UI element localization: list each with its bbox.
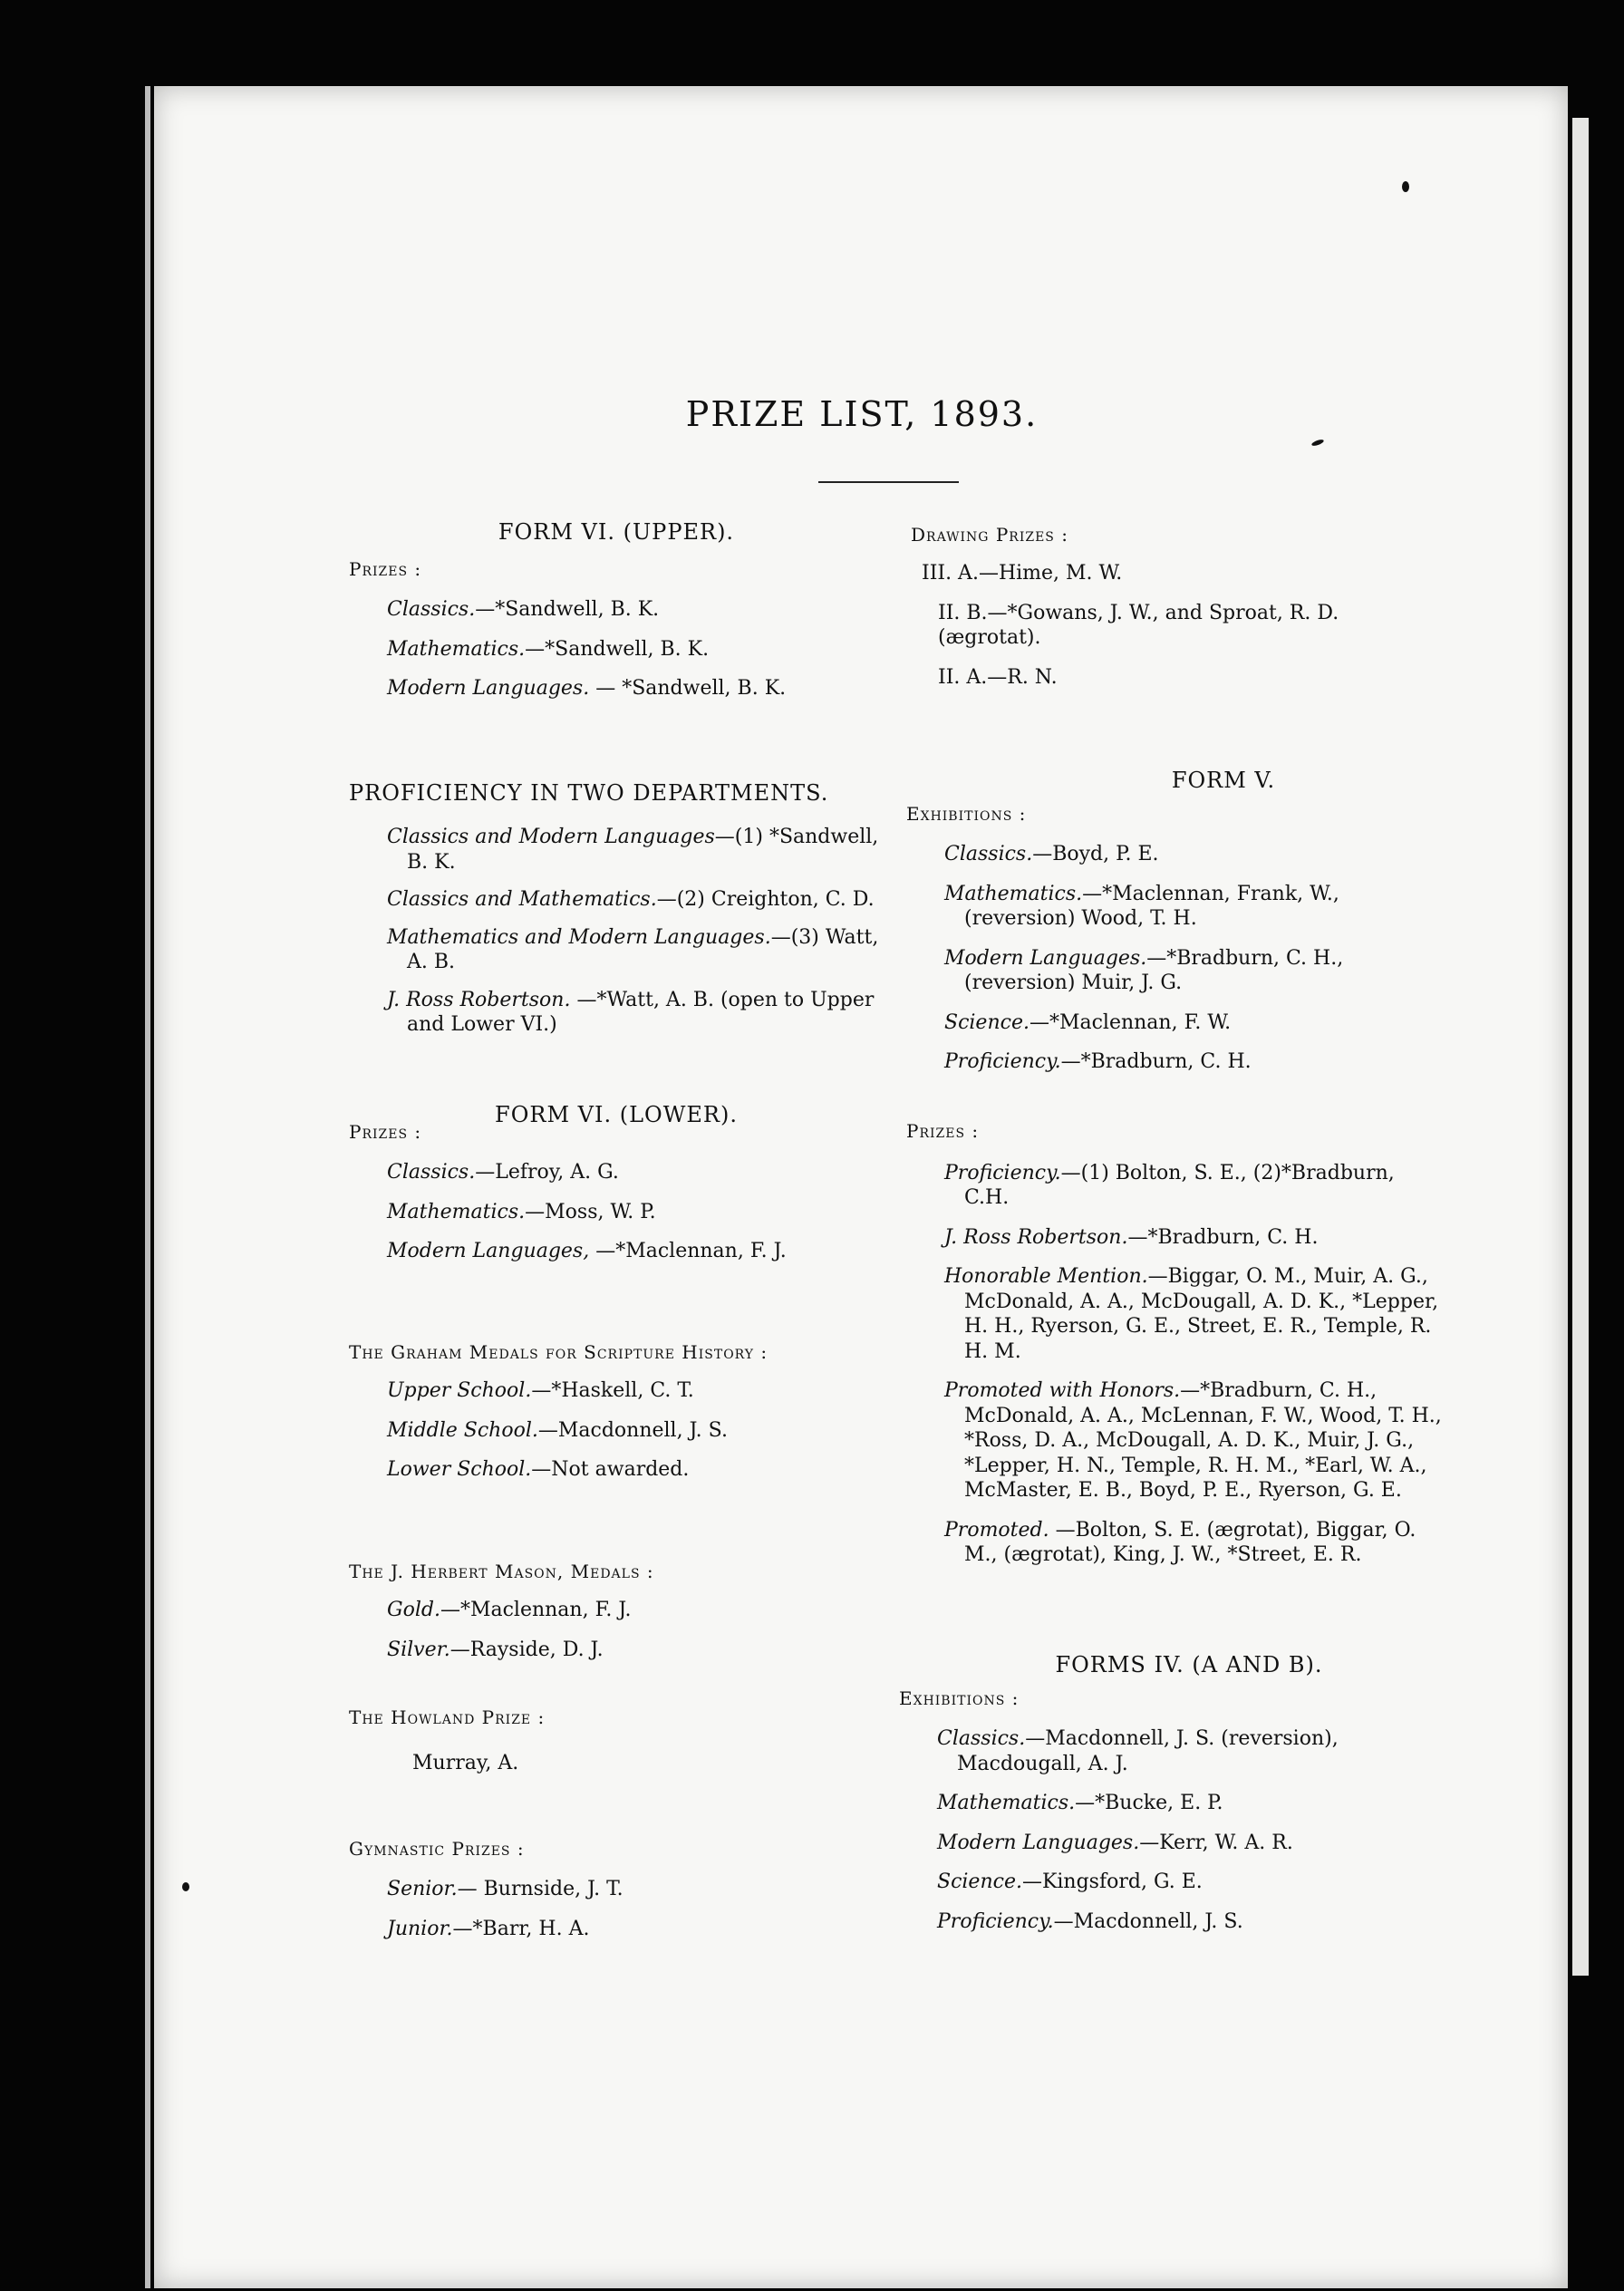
ink-speck (182, 1882, 189, 1891)
graham-medals-section (349, 1341, 884, 1483)
list-item: Mathematics.—*Maclennan, Frank, W., (reversion) Wood, T. H. (944, 882, 1339, 930)
list-item: Promoted with Honors.—*Bradburn, C. H., McDonald, A. A., McLennan, F. W., Wood, T. H., *Ross, D. A., McDougall, A. D. K., Muir, J. G., *Lepper, H. N., Temple, R. H. M., *Earl, W. A., McMaster, E. B., Boyd, P. E., Ryerson, G. E. (944, 1379, 1442, 1502)
prizes-label: Prizes : (906, 1119, 980, 1142)
list-item: Junior.—*Barr, H. A. (387, 1917, 590, 1940)
list-item: Honorable Mention.—Biggar, O. M., Muir, A. G., McDonald, A. A., McDougall, A. D. K., *Lepper, H. H., Ryerson, G. E., Street, E. R., Temple, R. H. M. (944, 1265, 1439, 1363)
form-vi-lower-section (349, 1101, 884, 1264)
title-rule (818, 481, 959, 483)
list-item: Modern Languages, —*Maclennan, F. J. (387, 1240, 787, 1262)
list-item: III. A.—Hime, M. W. (922, 562, 1123, 585)
section-heading: The Graham Medals for Scripture History : (349, 1341, 768, 1363)
section-heading: FORM VI. (LOWER). (495, 1102, 738, 1127)
proficiency-two-section (349, 779, 884, 1038)
list-item: Upper School.—*Haskell, C. T. (387, 1379, 694, 1402)
section-heading: PROFICIENCY IN TWO DEPARTMENTS. (349, 780, 829, 806)
list-item: Mathematics.—*Sandwell, B. K. (387, 637, 710, 661)
list-item: Proficiency.—(1) Bolton, S. E., (2)*Bradburn, C.H. (944, 1161, 1395, 1209)
list-item: Proficiency.—*Bradburn, C. H. (944, 1050, 1252, 1073)
list-item: Classics.—Boyd, P. E. (944, 843, 1159, 865)
list-item: Modern Languages. — *Sandwell, B. K. (387, 677, 787, 700)
prizes-label: Prizes : (349, 1121, 422, 1143)
list-item: Mathematics and Modern Languages.—(3) Watt, A. B. (387, 925, 879, 973)
section-heading: Gymnastic Prizes : (349, 1838, 525, 1860)
list-item: Murray, A. (412, 1752, 519, 1774)
list-item: Science.—*Maclennan, F. W. (944, 1010, 1232, 1034)
list-item: Classics.—Macdonnell, J. S. (reversion), Macdougall, A. J. (937, 1727, 1339, 1775)
drawing-prizes-section (911, 524, 1436, 690)
list-item: J. Ross Robertson.—*Bradburn, C. H. (944, 1225, 1319, 1249)
list-item: Mathematics.—Moss, W. P. (387, 1200, 656, 1223)
list-item: Middle School.—Macdonnell, J. S. (387, 1418, 728, 1442)
list-item: Senior.— Burnside, J. T. (387, 1878, 624, 1900)
prizes-label: Prizes : (349, 558, 422, 580)
list-item: Modern Languages.—*Bradburn, C. H., (reversion) Muir, J. G. (944, 946, 1344, 994)
list-item: Promoted. —Bolton, S. E. (ægrotat), Biggar, O. M., (ægrotat), King, J. W., *Street, E. R. (944, 1518, 1416, 1566)
section-heading: FORM V. (1171, 768, 1276, 793)
howland-prize-section (349, 1706, 884, 1776)
list-item: Classics and Modern Languages—(1) *Sandwell, B. K. (387, 826, 879, 874)
list-item: Lower School.—Not awarded. (387, 1458, 690, 1481)
section-heading: Drawing Prizes : (911, 524, 1068, 546)
gymnastic-section (349, 1838, 884, 1941)
list-item: Classics and Mathematics.—(2) Creighton, C. D. (387, 888, 875, 911)
list-item: Gold.—*Maclennan, F. J. (387, 1599, 632, 1621)
section-heading: FORM VI. (UPPER). (498, 519, 735, 545)
ink-speck (1402, 181, 1409, 192)
list-item: J. Ross Robertson. —*Watt, A. B. (open to Upper and Lower VI.) (387, 988, 875, 1036)
section-heading: FORMS IV. (A AND B). (1055, 1652, 1323, 1677)
page-title: PRIZE LIST, 1893. (685, 394, 1039, 434)
section-heading: The J. Herbert Mason, Medals : (349, 1561, 654, 1582)
section-heading: The Howland Prize : (349, 1706, 546, 1728)
form-vi-upper-section (349, 518, 884, 701)
mason-medals-section (349, 1561, 884, 1662)
list-item: II. A.—R. N. (938, 665, 1058, 689)
list-item: Science.—Kingsford, G. E. (937, 1870, 1203, 1893)
list-item: Proficiency.—Macdonnell, J. S. (937, 1909, 1243, 1933)
list-item: Classics.—*Sandwell, B. K. (387, 598, 660, 621)
forms-iv-section (899, 1651, 1425, 1934)
list-item: II. B.—*Gowans, J. W., and Sproat, R. D. (ægrotat). (938, 601, 1339, 649)
exhibitions-label: Exhibitions : (899, 1687, 1020, 1709)
list-item: Silver.—Rayside, D. J. (387, 1638, 604, 1661)
list-item: Classics.—Lefroy, A. G. (387, 1161, 619, 1184)
exhibitions-label: Exhibitions : (906, 803, 1027, 825)
list-item: Mathematics.—*Bucke, E. P. (937, 1792, 1223, 1814)
form-v-section (906, 767, 1442, 1568)
list-item: Modern Languages.—Kerr, W. A. R. (937, 1831, 1293, 1854)
